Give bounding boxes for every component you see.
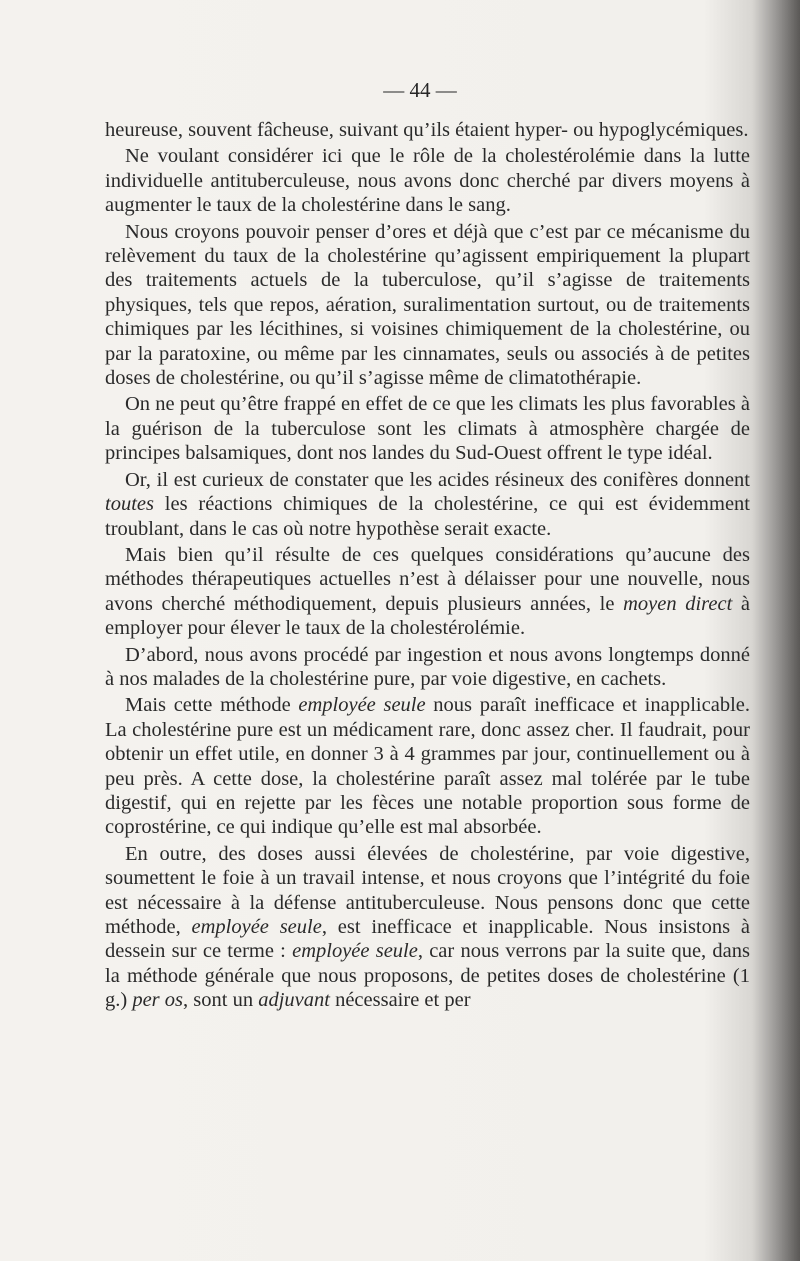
text-run: , sont un bbox=[183, 989, 259, 1012]
text-run: Mais bien qu’il résulte de ces quelques considérations qu’aucune des méthodes thérapeutiques actuelles n’est à délaisser pour une nouvelle, nous avons cherché méthodiquement, depuis plusieurs années, le bbox=[105, 543, 750, 615]
text-run: les réactions chimiques de la cholestérine, ce qui est évidemment troublant, dans le cas où notre hypothèse serait exacte. bbox=[105, 493, 750, 540]
text-run: à employer pour élever le taux de la cholestérolémie. bbox=[105, 592, 750, 640]
paragraph bbox=[105, 468, 750, 541]
italic-run: adjuvant bbox=[258, 989, 330, 1012]
text-run: , est inefficace et inapplicable. Nous insistons à dessein sur ce terme : bbox=[105, 916, 750, 963]
page-number: — 44 — bbox=[383, 78, 457, 102]
paragraph bbox=[105, 842, 750, 1013]
text-run: nous paraît inefficace et inapplicable. La cholestérine pure est un médicament rare, donc assez cher. Il faudrait, pour obtenir un effet utile, en donner 3 à 4 grammes par jour, continuellement ou à peu près. A cette dose, la cholestérine paraît assez mal tolérée par le tube digestif, qui en rejette par les fèces une notable proportion sous forme de coprostérine, ce qui indique qu’elle est mal absorbée. bbox=[105, 694, 750, 839]
text-run: Or, il est curieux de constater que les acides résineux des conifères donnent bbox=[125, 468, 750, 491]
paragraph bbox=[105, 693, 750, 839]
italic-run: per os bbox=[132, 989, 184, 1012]
paragraph: Ne voulant considérer ici que le rôle de la cholestérolémie dans la lutte individuelle antituberculeuse, nous avons donc cherché par divers moyens à augmenter le taux de la cholestérine dans le sang. bbox=[105, 145, 750, 217]
paragraph: D’abord, nous avons procédé par ingestion et nous avons longtemps donné à nos malades de la cholestérine pure, par voie digestive, en cachets. bbox=[105, 643, 750, 690]
body-text bbox=[105, 118, 750, 1015]
italic-run: employée seule bbox=[298, 694, 426, 717]
paragraph: On ne peut qu’être frappé en effet de ce que les climats les plus favorables à la guérison de la tuberculose sont les climats à atmosphère chargée de principes balsamiques, dont nos landes du Sud-Ouest offrent le type idéal. bbox=[105, 393, 750, 465]
text-run: nécessaire et per bbox=[329, 989, 471, 1012]
text-run: En outre, des doses aussi élevées de cholestérine, par voie digestive, soumettent le foie à un travail intense, et nous croyons que l’intégrité du foie est nécessaire à la défense antituberculeuse. Nous pensons donc que cette méthode, bbox=[105, 842, 750, 938]
italic-run: toutes bbox=[105, 493, 154, 516]
paragraph: Nous croyons pouvoir penser d’ores et déjà que c’est par ce mécanisme du relèvement du taux de la cholestérine qu’agissent empiriquement la plupart des traitements actuels de la tuberculose, qu’il s’agisse de traitements physiques, tels que repos, aération, suralimentation surtout, ou de traitements chimiques par les lécithines, si voisines chimiquement de la cholestérine, ou par la paratoxine, ou même par les cinnamates, seuls ou associés à de petites doses de cholestérine, ou qu’il s’agisse même de climatothérapie. bbox=[105, 220, 750, 390]
italic-run: moyen direct bbox=[623, 592, 733, 615]
text-run: , car nous verrons par la suite que, dans la méthode générale que nous proposons, de petites doses de cholestérine (1 g.) bbox=[105, 940, 750, 1012]
italic-run: employée seule bbox=[292, 940, 418, 963]
paragraph bbox=[105, 543, 750, 641]
italic-run: employée seule bbox=[191, 916, 322, 938]
text-run: Mais cette méthode bbox=[125, 694, 299, 717]
paragraph-continuation: heureuse, souvent fâcheuse, suivant qu’ils étaient hyper- ou hypoglycémiques. bbox=[105, 119, 749, 141]
